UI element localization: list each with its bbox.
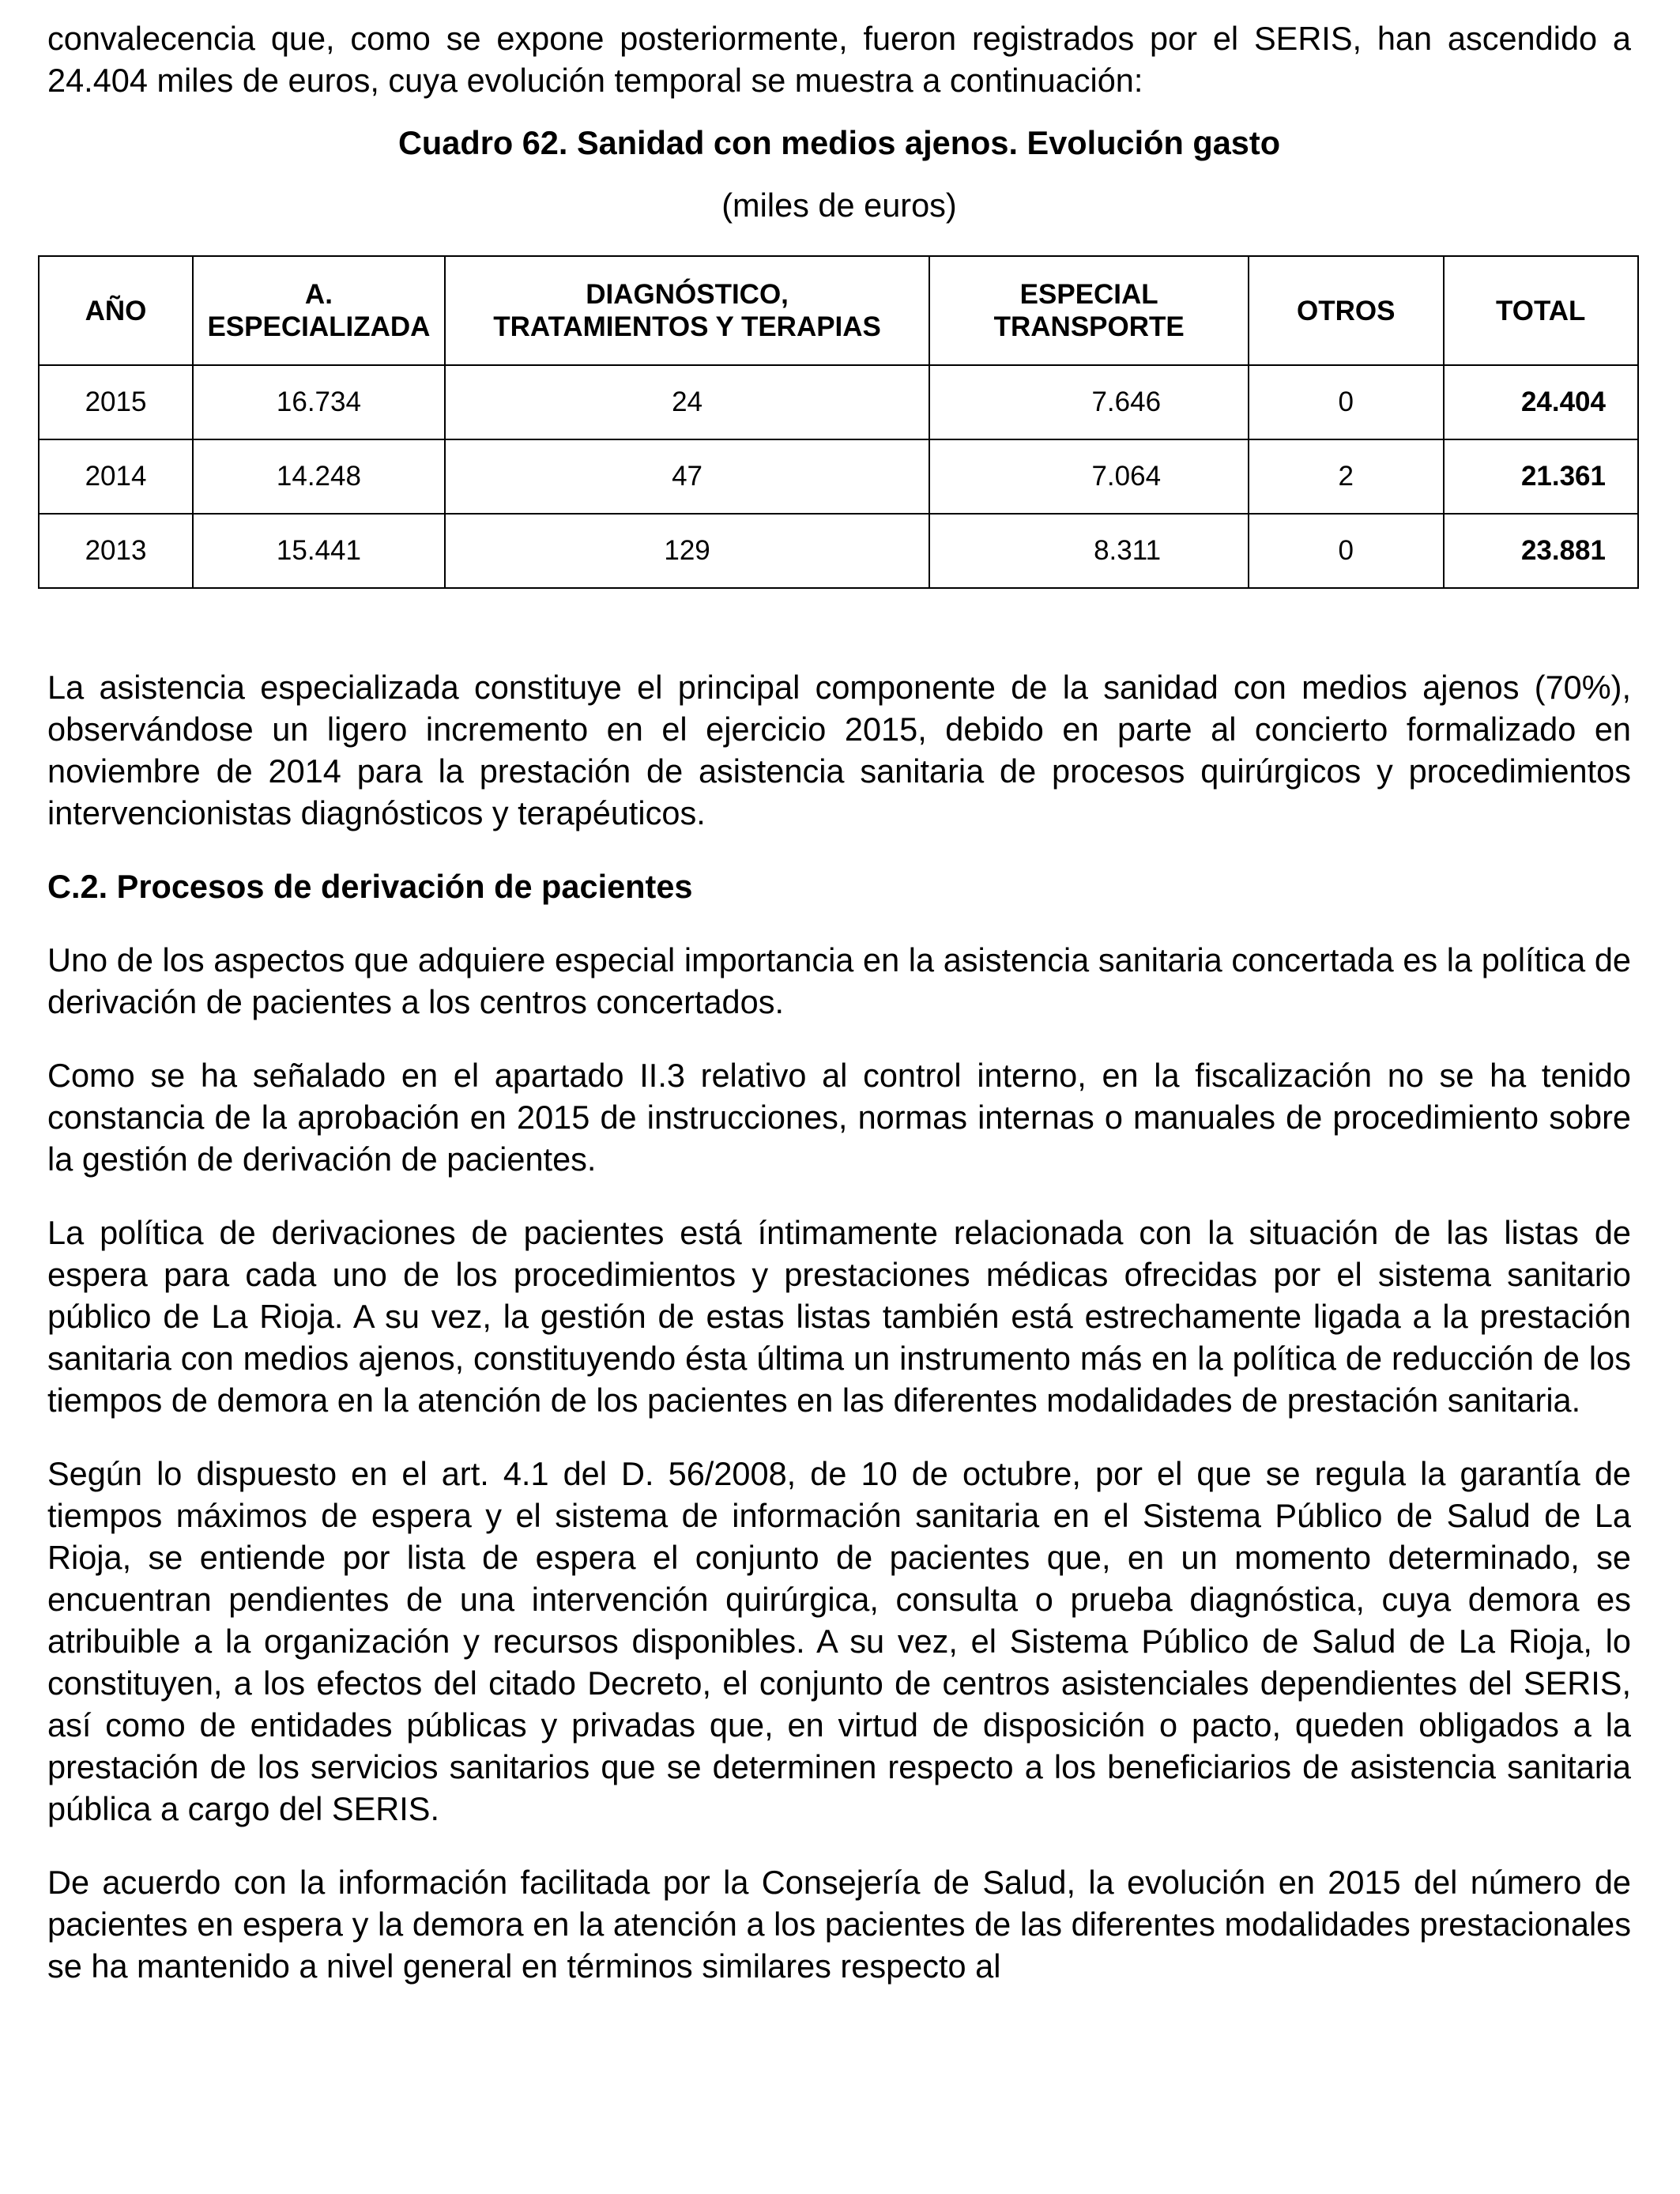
table-caption-title: Cuadro 62. Sanidad con medios ajenos. Evolución gasto bbox=[397, 124, 1281, 161]
paragraph-derivation-importance: Uno de los aspectos que adquiere especial importancia en la asistencia sanitaria concertada es la política de derivación de pacientes a los centros concertados. bbox=[47, 941, 1631, 1020]
header-specialized: A. ESPECIALIZADA bbox=[193, 256, 445, 365]
cell-transport: 8.311 bbox=[929, 514, 1249, 588]
header-total: TOTAL bbox=[1444, 256, 1639, 365]
cell-others: 0 bbox=[1249, 365, 1443, 439]
cell-year: 2014 bbox=[39, 439, 193, 514]
intro-paragraph: convalecencia que, como se expone posteriormente, fueron registrados por el SERIS, han ascendido a 24.404 miles de euros, cuya evolución temporal se muestra a continuación: bbox=[47, 20, 1631, 99]
cell-diagnostics: 24 bbox=[445, 365, 930, 439]
cell-diagnostics: 129 bbox=[445, 514, 930, 588]
cell-total: 24.404 bbox=[1444, 365, 1639, 439]
header-diagnostics-line1: DIAGNÓSTICO, bbox=[586, 279, 789, 310]
cell-transport: 7.646 bbox=[929, 365, 1249, 439]
cell-others: 0 bbox=[1249, 514, 1443, 588]
header-diagnostics-line2: TRATAMIENTOS Y TERAPIAS bbox=[493, 311, 881, 342]
header-transport bbox=[929, 256, 1249, 365]
table-row bbox=[39, 365, 1638, 439]
document-page bbox=[47, 17, 1631, 1987]
cell-total: 21.361 bbox=[1444, 439, 1639, 514]
cell-specialized: 16.734 bbox=[193, 365, 445, 439]
paragraph-decree: Según lo dispuesto en el art. 4.1 del D. 56/2008, de 10 de octubre, por el que se regula la garantía de tiempos máximos de espera y el sistema de información sanitaria en el Sistema Público de Salud de La Rioja, se entiende por lista de espera el conjunto de pacientes que, en un momento determinado, se encuentran pendientes de una intervención quirúrgica, consulta o prueba diagnóstica, cuya demora es atribuible a la organización y recursos disponibles. A su vez, el Sistema Público de Salud de La Rioja, lo constituyen, a los efectos del citado Decreto, el conjunto de centros asistenciales dependientes del SERIS, así como de entidades públicas y privadas que, en virtud de disposición o pacto, queden obligados a la prestación de los servicios sanitarios que se determinen respecto a los beneficiarios de asistencia sanitaria pública a cargo del SERIS. bbox=[47, 1455, 1631, 1827]
paragraph-specialized-care: La asistencia especializada constituye el principal componente de la sanidad con medios ajenos (70%), observándose un ligero incremento en el ejercicio 2015, debido en parte al concierto formalizado en noviembre de 2014 para la prestación de asistencia sanitaria de procesos quirúrgicos y procedimientos intervencionistas diagnósticos y terapéuticos. bbox=[47, 669, 1631, 831]
cell-transport: 7.064 bbox=[929, 439, 1249, 514]
paragraph-evolution: De acuerdo con la información facilitada por la Consejería de Salud, la evolución en 2015 del número de pacientes en espera y la demora en la atención a los pacientes de las diferentes modalidades prestacionales se ha mantenido a nivel general en términos similares respecto al bbox=[47, 1864, 1631, 1985]
table-caption-unit: (miles de euros) bbox=[721, 187, 957, 224]
paragraph-waiting-lists: La política de derivaciones de pacientes está íntimamente relacionada con la situación de las listas de espera para cada uno de los procedimientos y prestaciones médicas ofrecidas por el sistema sanitario público de La Rioja. A su vez, la gestión de estas listas también está estrechamente ligada a la prestación sanitaria con medios ajenos, constituyendo ésta última un instrumento más en la política de reducción de los tiempos de demora en la atención de los pacientes en las diferentes modalidades de prestación sanitaria. bbox=[47, 1214, 1631, 1419]
cell-specialized: 15.441 bbox=[193, 514, 445, 588]
header-year: AÑO bbox=[39, 256, 193, 365]
cell-year: 2015 bbox=[39, 365, 193, 439]
cell-diagnostics: 47 bbox=[445, 439, 930, 514]
cell-total: 23.881 bbox=[1444, 514, 1639, 588]
header-transport-line2: TRANSPORTE bbox=[993, 311, 1185, 342]
header-transport-line1: ESPECIAL bbox=[1019, 279, 1158, 310]
header-others: OTROS bbox=[1249, 256, 1443, 365]
cell-others: 2 bbox=[1249, 439, 1443, 514]
header-diagnostics bbox=[445, 256, 930, 365]
table-row bbox=[39, 514, 1638, 588]
table-row bbox=[39, 439, 1638, 514]
cell-year: 2013 bbox=[39, 514, 193, 588]
table-header-row bbox=[39, 256, 1638, 365]
paragraph-internal-control: Como se ha señalado en el apartado II.3 relativo al control interno, en la fiscalización no se ha tenido constancia de la aprobación en 2015 de instrucciones, normas internas o manuales de procedimiento sobre la gestión de derivación de pacientes. bbox=[47, 1057, 1631, 1178]
cell-specialized: 14.248 bbox=[193, 439, 445, 514]
expense-table bbox=[38, 255, 1639, 589]
section-heading: C.2. Procesos de derivación de pacientes bbox=[47, 868, 693, 905]
